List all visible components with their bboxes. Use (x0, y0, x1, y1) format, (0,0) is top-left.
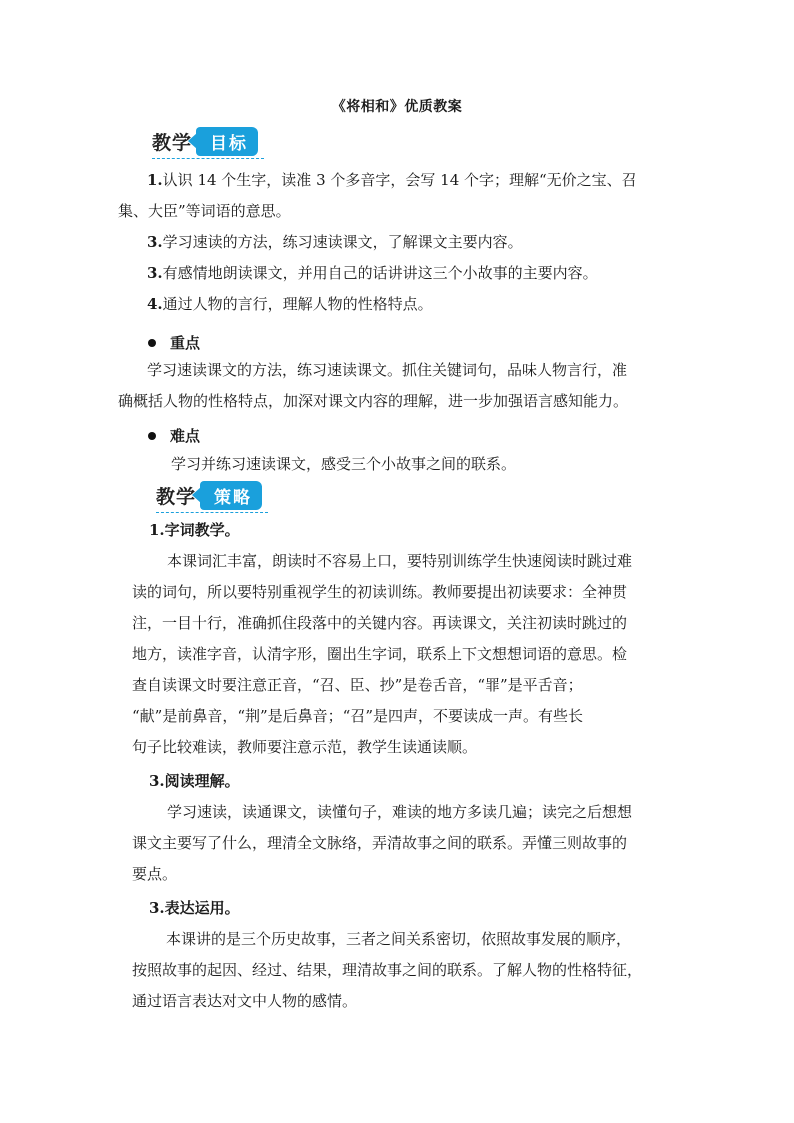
goals-badge-underline (152, 158, 264, 159)
strategy-1-line-5: 查自读课文时要注意正音，“召、臣、抄”是卷舌音，“罪”是平舌音； (132, 676, 583, 694)
difficulty-label: 难点 (170, 427, 201, 445)
goal-item-4 (147, 289, 433, 320)
strategy-badge-tag: 策略 (200, 481, 262, 510)
strategy-2-line-2: 课文主要写了什么，理清全文脉络，弄清故事之间的联系。弄懂三则故事的 (132, 834, 628, 852)
goal-item-2-text: 学习速读的方法，练习速读课文，了解课文主要内容。 (162, 233, 523, 251)
strategy-1-line-3: 注，一目十行，准确抓住段落中的关键内容。再读课文，关注初读时跳过的 (132, 614, 628, 632)
goal-item-1-number: 1. (147, 171, 163, 189)
goal-item-1-text: 认识 14 个生字，读准 3 个多音字，会写 14 个字；理解“无价之宝、召 (162, 171, 637, 189)
strategy-2-line-3: 要点。 (132, 865, 178, 883)
strategy-badge-lead: 教学 (156, 485, 197, 508)
strategy-1-heading: 1.字词教学。 (149, 521, 240, 539)
goals-badge-lead: 教学 (152, 131, 193, 154)
goal-item-3-number: 3. (147, 264, 163, 282)
key-points-label: 重点 (170, 334, 201, 352)
goal-item-2 (147, 227, 523, 258)
key-points-heading (148, 332, 200, 353)
key-points-line-1: 学习速读课文的方法，练习速读课文。抓住关键词句，品味人物言行，准 (147, 361, 628, 379)
strategy-3-heading: 3.表达运用。 (149, 899, 240, 917)
bullet-dot-icon (148, 339, 156, 347)
document-title: 《将相和》优质教案 (331, 99, 463, 115)
key-points-line-2: 确概括人物的性格特点，加深对课文内容的理解，进一步加强语言感知能力。 (118, 392, 629, 410)
strategy-1-line-4: 地方，读准字音，认清字形，圈出生字词，联系上下文想想词语的意思。检 (132, 645, 628, 663)
goal-item-4-number: 4. (147, 295, 163, 313)
strategy-1-line-7: 句子比较难读，教师要注意示范，教学生读通读顺。 (132, 738, 478, 756)
strategy-1-line-2: 读的词句，所以要特别重视学生的初读训练。教师要提出初读要求：全神贯 (132, 583, 628, 601)
goals-badge-tag: 目标 (196, 127, 258, 156)
goal-item-2-number: 3. (147, 233, 163, 251)
strategy-badge-underline (156, 512, 268, 513)
strategy-1-line-1: 本课词汇丰富，朗读时不容易上口，要特别训练学生快速阅读时跳过难 (167, 552, 633, 570)
goal-item-3 (147, 258, 598, 289)
strategy-1-line-6: “献”是前鼻音，“荆”是后鼻音；“召”是四声，不要读成一声。有些长 (132, 707, 584, 725)
goal-item-1-line-2: 集、大臣”等词语的意思。 (118, 202, 291, 220)
strategy-2-line-1: 学习速读，读通课文，读懂句子，难读的地方多读几遍；读完之后想想 (167, 803, 633, 821)
strategy-section-badge (156, 480, 262, 510)
difficulty-heading (148, 425, 200, 446)
goal-item-1-line-1 (147, 165, 637, 196)
bullet-dot-icon (148, 432, 156, 440)
goal-item-4-text: 通过人物的言行，理解人物的性格特点。 (162, 295, 433, 313)
goal-item-3-text: 有感情地朗读课文，并用自己的话讲讲这三个小故事的主要内容。 (162, 264, 598, 282)
strategy-2-heading: 3.阅读理解。 (149, 772, 240, 790)
strategy-3-line-1: 本课讲的是三个历史故事，三者之间关系密切，依照故事发展的顺序， (166, 930, 632, 948)
difficulty-text: 学习并练习速读课文，感受三个小故事之间的联系。 (171, 455, 517, 473)
goals-section-badge (152, 126, 258, 156)
strategy-3-line-2: 按照故事的起因、经过、结果，理清故事之间的联系。了解人物的性格特征， (132, 961, 643, 979)
strategy-3-line-3: 通过语言表达对文中人物的感情。 (132, 992, 358, 1010)
